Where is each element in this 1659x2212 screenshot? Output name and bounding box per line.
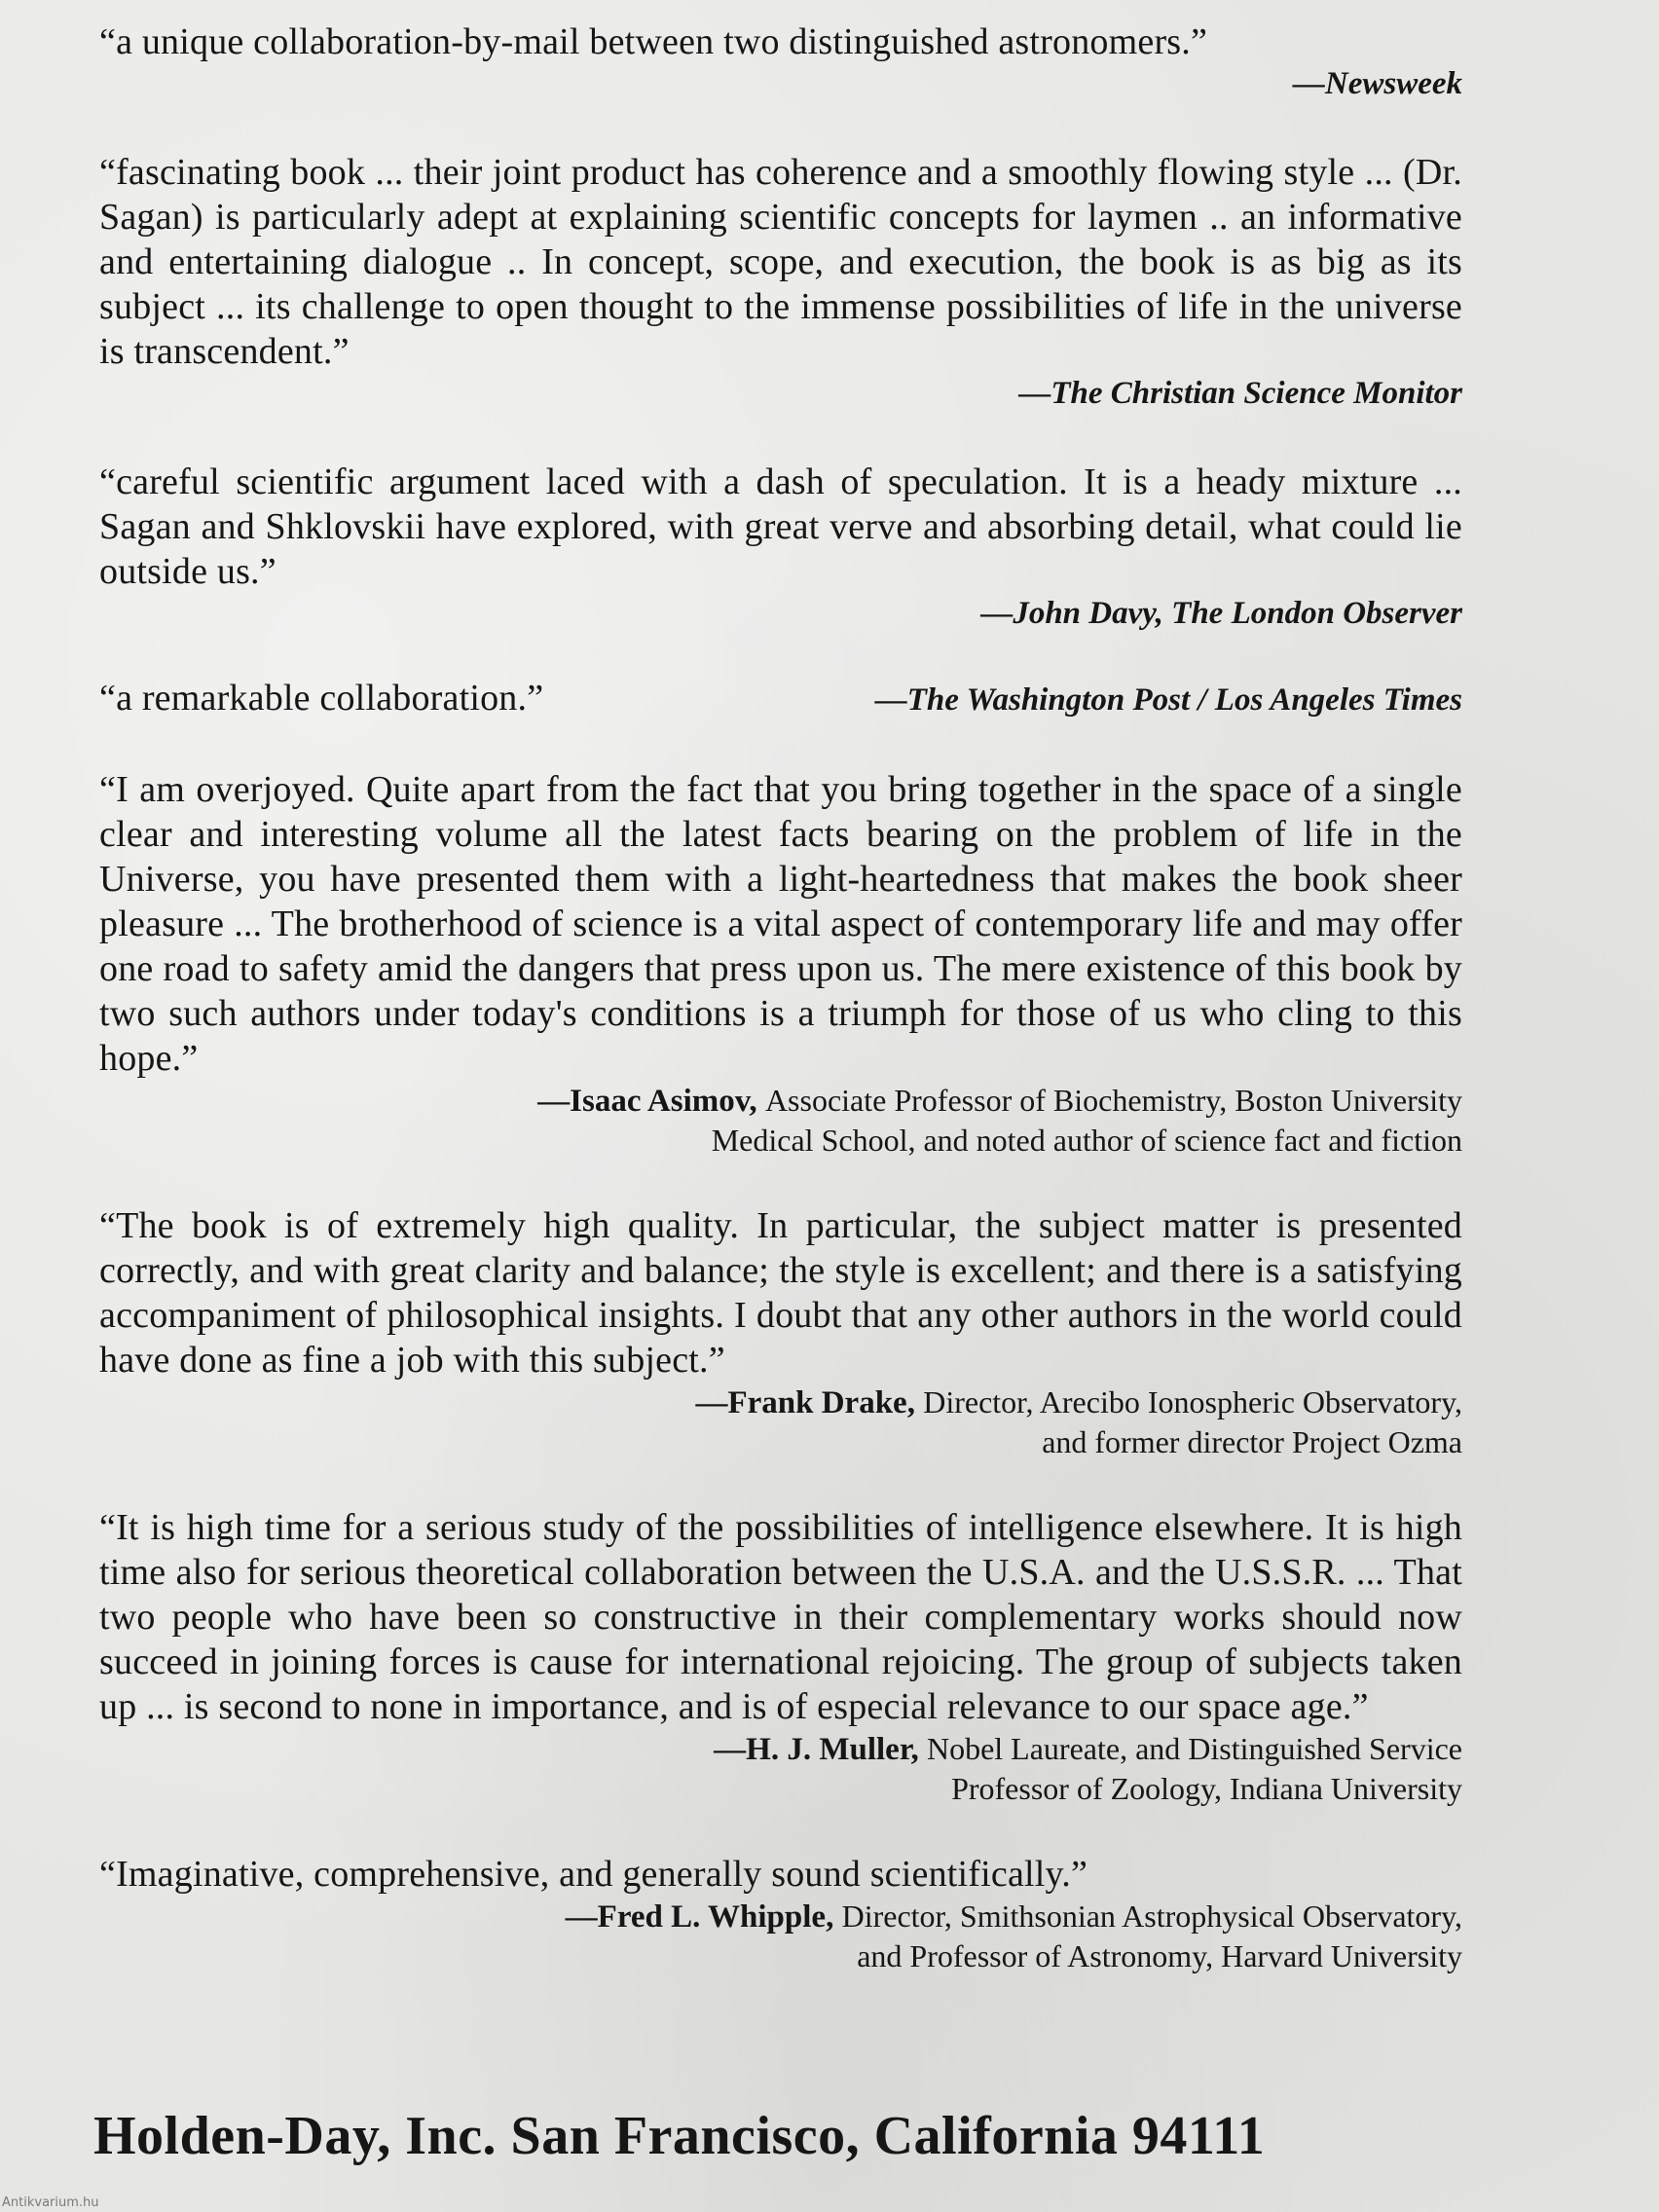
review-attribution bbox=[99, 1897, 1462, 1976]
review-source-name: —John Davy, The London Observer bbox=[980, 596, 1462, 631]
review-isaac-asimov bbox=[99, 767, 1462, 1161]
reviewer-name: —Fred L. Whipple, bbox=[565, 1899, 834, 1935]
review-quote: “a unique collaboration-by-mail between two distinguished astronomers.” bbox=[99, 21, 1208, 62]
reviewer-title-continued: and Professor of Astronomy, Harvard University bbox=[857, 1938, 1462, 1973]
review-frank-drake bbox=[99, 1203, 1462, 1462]
review-newsweek bbox=[99, 19, 1462, 103]
review-quote: “I am overjoyed. Quite apart from the fact that you bring together in the space of a single clear and interesting volume all the latest facts bearing on the problem of life in the Universe, you have presented them with a light-heartedness that makes the book sheer pleasure ... The brotherhood of science is a vital aspect of contemporary life and may offer one road to safety amid the dangers that press upon us. The mere existence of this book by two such authors under today's conditions is a triumph for those of us who cling to this hope.” bbox=[99, 769, 1462, 1079]
review-source bbox=[99, 594, 1462, 633]
publisher-imprint: Holden-Day, Inc. San Francisco, California 94111 bbox=[93, 2106, 1266, 2166]
review-attribution bbox=[99, 1081, 1462, 1161]
review-quote: “fascinating book ... their joint product has coherence and a smoothly flowing style ... (Dr. Sagan) is particularly adept at explaining scientific concepts for laymen .. an informative and entertaining dialogue .. In concept, scope, and execution, the book is as big as its subject ... its challenge to open thought to the immense possibilities of life in the universe is transcendent.” bbox=[99, 152, 1462, 372]
review-source bbox=[99, 64, 1462, 103]
review-london-observer bbox=[99, 460, 1462, 633]
reviewer-name: —Frank Drake, bbox=[695, 1385, 915, 1420]
review-source bbox=[99, 374, 1462, 413]
review-quote: “The book is of extremely high quality. In particular, the subject matter is presented correctly, and with great clarity and balance; the style is excellent; and there is a satisfying accompaniment of philosophical insights. I doubt that any other authors in the world could have done as fine a job with this subject.” bbox=[99, 1205, 1462, 1381]
review-christian-science-monitor bbox=[99, 150, 1462, 413]
review-quote: “careful scientific argument laced with a dash of speculation. It is a heady mixture ... Sagan and Shklovskii have explored, with great verve and absorbing detail, what could lie outside us.” bbox=[99, 461, 1462, 592]
watermark: Antikvarium.hu bbox=[2, 2195, 99, 2210]
reviews-column bbox=[99, 19, 1462, 1976]
review-quote: “Imaginative, comprehensive, and generally sound scientifically.” bbox=[99, 1854, 1088, 1895]
review-attribution bbox=[99, 1729, 1462, 1809]
review-quote: “a remarkable collaboration.” bbox=[99, 678, 544, 719]
reviewer-title-continued: and former director Project Ozma bbox=[1042, 1424, 1462, 1459]
reviewer-title-continued: Medical School, and noted author of science fact and fiction bbox=[711, 1123, 1462, 1158]
review-hj-muller bbox=[99, 1505, 1462, 1809]
review-washington-post bbox=[99, 676, 1462, 720]
reviewer-title: Nobel Laureate, and Distinguished Service bbox=[926, 1731, 1462, 1766]
reviewer-title-continued: Professor of Zoology, Indiana University bbox=[951, 1771, 1462, 1806]
review-source-name: —Newsweek bbox=[1292, 66, 1462, 101]
review-source bbox=[875, 681, 1462, 719]
reviewer-name: —H. J. Muller, bbox=[714, 1732, 919, 1767]
review-source-name: —The Christian Science Monitor bbox=[1018, 376, 1462, 411]
review-attribution bbox=[99, 1382, 1462, 1462]
review-fred-whipple bbox=[99, 1852, 1462, 1976]
reviewer-title: Director, Arecibo Ionospheric Observatory, bbox=[923, 1384, 1462, 1419]
review-quote: “It is high time for a serious study of the possibilities of intelligence elsewhere. It is high time also for serious theoretical collaboration between the U.S.A. and the U.S.S.R. ... That two people who have been so constructive in their complementary works should now succeed in joining forces is cause for international rejoicing. The group of subjects taken up ... is second to none in importance, and is of especial relevance to our space age.” bbox=[99, 1507, 1462, 1727]
review-source-name: —The Washington Post / Los Angeles Times bbox=[874, 682, 1462, 718]
reviewer-title: Director, Smithsonian Astrophysical Observatory, bbox=[841, 1899, 1462, 1934]
reviewer-name: —Isaac Asimov, bbox=[537, 1084, 757, 1119]
reviewer-title: Associate Professor of Biochemistry, Boston University bbox=[764, 1083, 1462, 1118]
